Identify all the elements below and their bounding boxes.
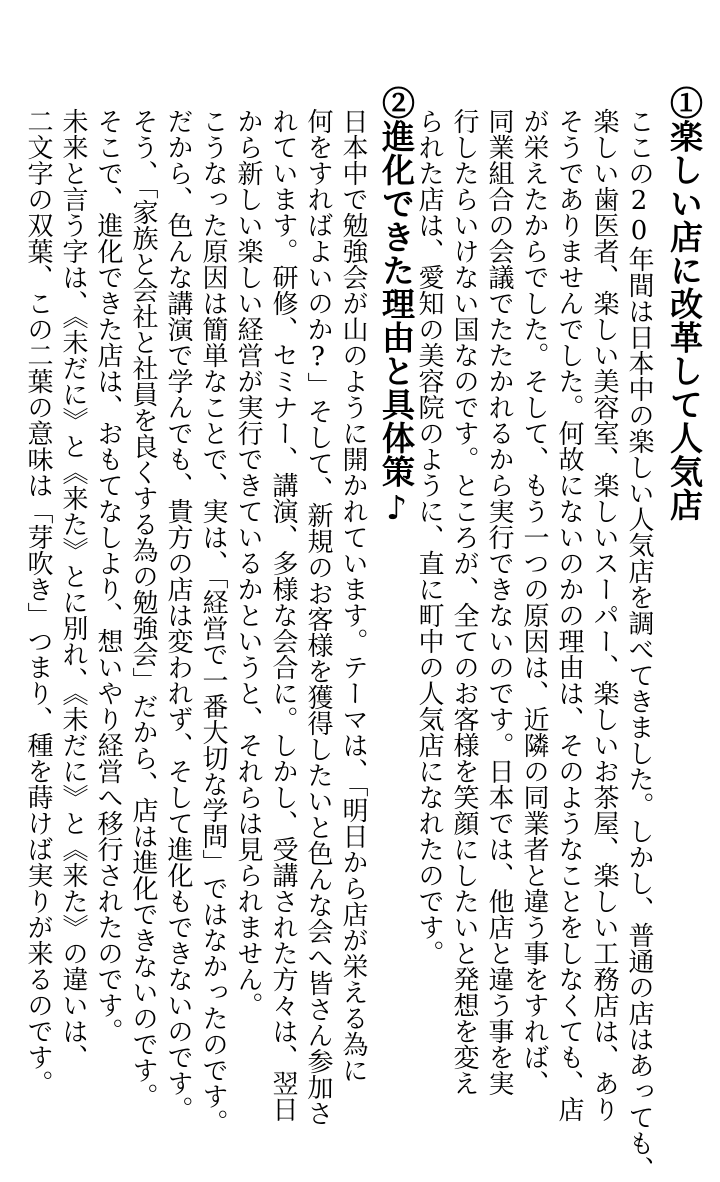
section2-heading: ②進化できた理由と具体策♪ bbox=[377, 86, 416, 528]
section2-body: 日本中で勉強会が山のように開かれています。テーマは、「明日から店が栄える為に 何をすればよいのか?」そして、新規のお客様を獲得したいと色んな会へ皆さん参加さ れています。研修、セミナー、講演、多様な会合に。しかし、受講された方々は、翌日 から新しい楽しい経営が実行できているかというと、それらは見られません。 こうなった原因は簡単なことで、実は、「経営で一番大切な学問」ではなかったのです。 だから、色んな講演で学んでも、貴方の店は変われず、そして進化もできないのです。 そう、「家族と会社と社員を良くする為の勉強会」だから、店は進化できないのです。 そこで、進化できた店は、おもてなしより、想いやり経営へ移行されたのです。 未来と言う字は、《未だに》と《来た》とに別れ、《未だに》と《来た》の違いは、 二文字の双葉、この二葉の意味は「芽吹き」つまり、種を蒔けば実りが来るのです。 bbox=[23, 108, 368, 1135]
section1-heading: ①楽しい店に改革して人気店 bbox=[665, 86, 704, 522]
section1-body: ここの20年間は日本中の楽しい人気店を調べてきました。しかし、普通の店はあっても、 楽しい歯医者、楽しい美容室、楽しいスーパー、楽しいお茶屋、楽しい工務店は、あり そうでありませんでした。何故にないのかの理由は、そのようなことをしなくても、店 が栄えたからでした。そして、もう一つの原因は、近隣の同業者と違う事をすれば、 同業組合の会議でたたかれるから実行できないのです。日本では、他店と違う事を実 行したらいけない国なのです。ところが、全てのお客様を笑顔にしたいと発想を変え られた店は、愛知の美容院のように、直に町中の人気店になれたのです。 bbox=[414, 108, 654, 1182]
